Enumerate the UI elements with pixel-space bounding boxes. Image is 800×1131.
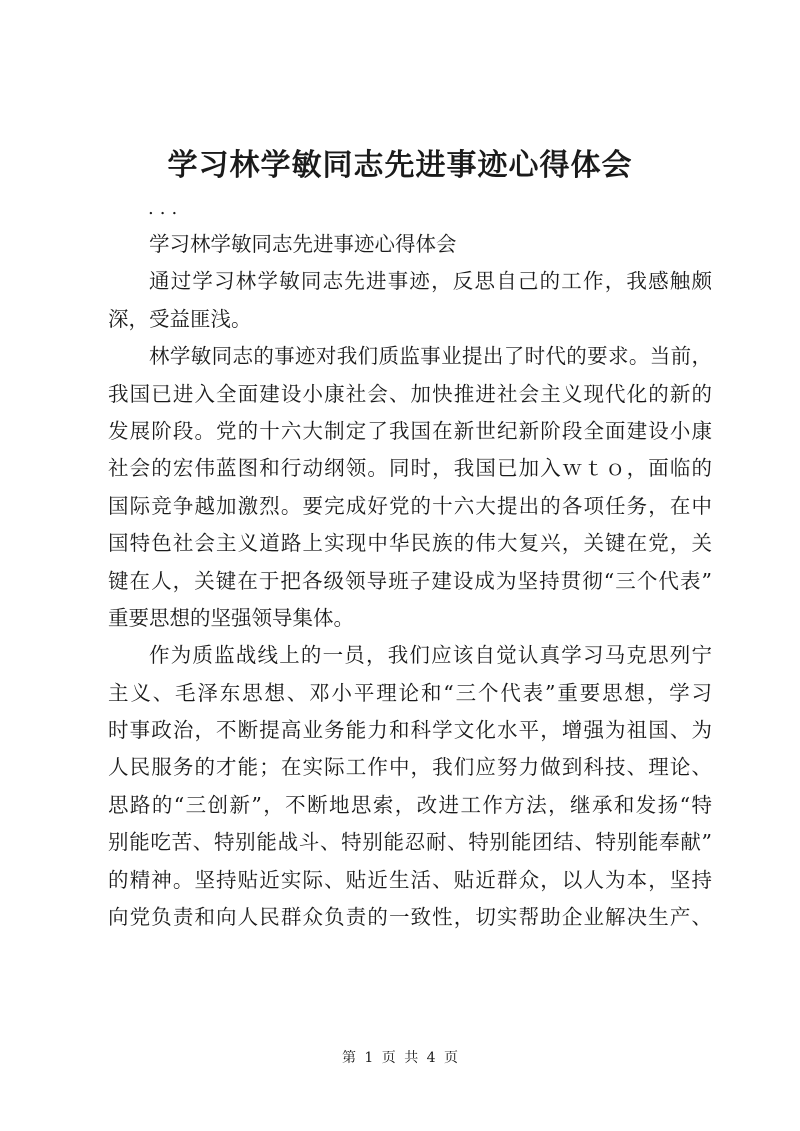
body-line: 国际竞争越加激烈。要完成好党的十六大提出的各项任务，在中: [108, 493, 712, 518]
body-line: 人民服务的才能；在实际工作中，我们应努力做到科技、理论、: [108, 755, 712, 780]
page-footer: 第 1 页 共 4 页: [341, 1050, 459, 1066]
body-line: 林学敏同志的事迹对我们质监事业提出了时代的要求。当前，: [149, 344, 712, 369]
body-line: 国特色社会主义道路上实现中华民族的伟大复兴，关键在党，关: [108, 531, 712, 556]
body-line: 作为质监战线上的一员，我们应该自觉认真学习马克思列宁: [149, 643, 712, 668]
body-line: 主义、毛泽东思想、邓小平理论和“三个代表”重要思想，学习: [108, 680, 712, 705]
body-line: 的精神。坚持贴近实际、贴近生活、贴近群众，以人为本，坚持: [108, 867, 712, 892]
body-line: 社会的宏伟蓝图和行动纲领。同时，我国已加入ｗｔｏ，面临的: [108, 456, 712, 481]
body-line: 重要思想的坚强领导集体。: [108, 605, 354, 630]
body-line: 向党负责和向人民群众负责的一致性，切实帮助企业解决生产、: [108, 905, 712, 930]
ellipsis-marker: ...: [148, 198, 184, 219]
body-line: 深，受益匪浅。: [108, 306, 252, 331]
body-line: 我国已进入全面建设小康社会、加快推进社会主义现代化的新的: [108, 381, 712, 406]
body-line: 别能吃苦、特别能战斗、特别能忍耐、特别能团结、特别能奉献”: [108, 830, 712, 855]
body-line: 学习林学敏同志先进事迹心得体会: [149, 232, 457, 256]
body-line: 思路的“三创新”，不断地思索，改进工作方法，继承和发扬“特: [108, 792, 712, 817]
body-line: 通过学习林学敏同志先进事迹，反思自己的工作，我感触颇: [149, 269, 712, 294]
body-line: 键在人，关键在于把各级领导班子建设成为坚持贯彻“三个代表”: [108, 568, 712, 593]
body-line: 时事政治，不断提高业务能力和科学文化水平，增强为祖国、为: [108, 718, 712, 743]
document-body: [108, 226, 712, 936]
document-title: 学习林学敏同志先进事迹心得体会: [167, 148, 633, 183]
body-line: 发展阶段。党的十六大制定了我国在新世纪新阶段全面建设小康: [108, 418, 712, 443]
